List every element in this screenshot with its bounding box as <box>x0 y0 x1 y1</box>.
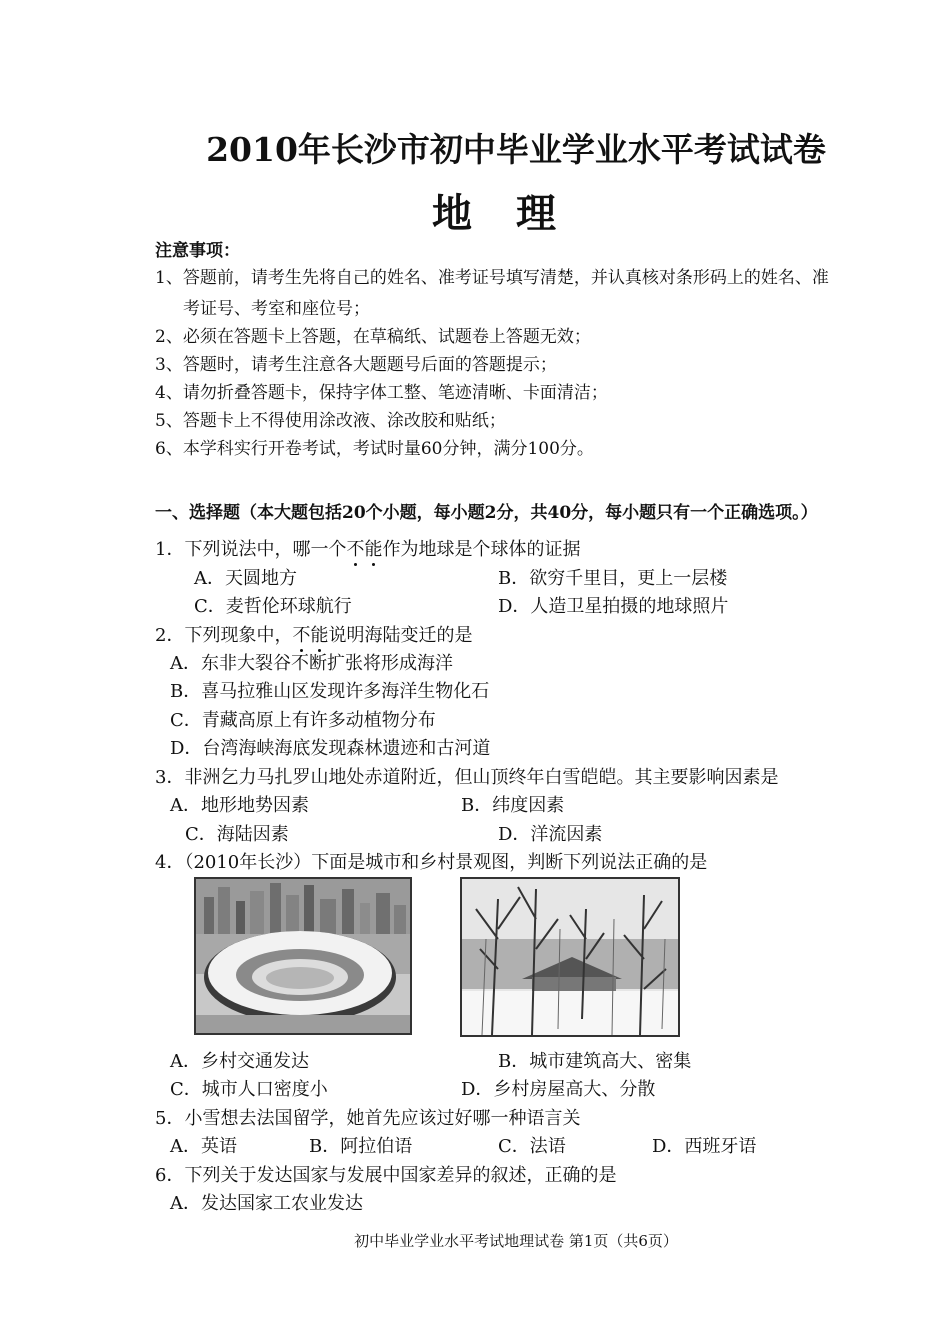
question-4-option-c: C．城市人口密度小 <box>170 1079 328 1100</box>
question-5-option-b: B．阿拉伯语 <box>309 1136 413 1157</box>
emphasis-dot-char: 能 <box>364 539 383 560</box>
page-footer: 初中毕业学业水平考试地理试卷 第1页（共6页） <box>354 1232 678 1250</box>
notice-item: 考证号、考室和座位号； <box>183 299 370 319</box>
question-4-option-b: B．城市建筑高大、密集 <box>498 1051 692 1072</box>
question-4-stem: 4．（2010年长沙）下面是城市和乡村景观图，判断下列说法正确的是 <box>155 852 708 873</box>
emphasis-dot-char: 能 <box>310 625 329 646</box>
emphasis-dot-char: 不 <box>346 539 365 560</box>
question-3-stem: 3．非洲乞力马扎罗山地处赤道附近，但山顶终年白雪皑皑。其主要影响因素是 <box>155 767 779 788</box>
question-1-option-c: C．麦哲伦环球航行 <box>194 596 352 617</box>
question-6-option-a: A．发达国家工农业发达 <box>170 1193 363 1214</box>
notice-item: 6、本学科实行开卷考试，考试时量60分钟，满分100分。 <box>155 439 594 459</box>
question-5-stem: 5．小雪想去法国留学，她首先应该过好哪一种语言关 <box>155 1108 581 1129</box>
question-3-option-c: C．海陆因素 <box>185 824 289 845</box>
exam-title: 2010年长沙市初中毕业学业水平考试试卷 <box>206 130 826 169</box>
question-3-option-d: D．洋流因素 <box>498 824 603 845</box>
question-3-option-a: A．地形地势因素 <box>170 795 309 816</box>
question-2-option-b: B．喜马拉雅山区发现许多海洋生物化石 <box>170 681 490 702</box>
notice-item: 3、答题时，请考生注意各大题题号后面的答题提示； <box>155 355 557 375</box>
village-snow-illustration <box>462 879 678 1035</box>
question-2-option-c: C．青藏高原上有许多动植物分布 <box>170 710 436 731</box>
city-stadium-illustration <box>196 879 410 1033</box>
question-1-option-b: B．欲穷千里目，更上一层楼 <box>498 568 728 589</box>
question-6-stem: 6．下列关于发达国家与发展中国家差异的叙述，正确的是 <box>155 1165 617 1186</box>
question-1-option-a: A．天圆地方 <box>194 568 297 589</box>
notice-item: 4、请勿折叠答题卡，保持字体工整、笔迹清晰、卡面清洁； <box>155 383 608 403</box>
notice-heading: 注意事项： <box>155 241 240 261</box>
question-3-option-b: B．纬度因素 <box>461 795 565 816</box>
city-landscape-photo <box>194 877 412 1035</box>
village-landscape-photo <box>460 877 680 1037</box>
section-one-title: 一、选择题（本大题包括20个小题，每小题2分，共40分，每小题只有一个正确选项。） <box>155 503 818 523</box>
notice-item: 2、必须在答题卡上答题，在草稿纸、试题卷上答题无效； <box>155 327 591 347</box>
question-2-option-d: D．台湾海峡海底发现森林遗迹和古河道 <box>170 738 491 759</box>
question-5-option-d: D．西班牙语 <box>652 1136 757 1157</box>
question-2-stem: 2．下列现象中，不能说明海陆变迁的是 <box>155 625 473 646</box>
emphasis-dot-char: 不 <box>292 625 311 646</box>
question-2-option-a: A．东非大裂谷不断扩张将形成海洋 <box>170 653 453 674</box>
question-4-option-a: A．乡村交通发达 <box>170 1051 309 1072</box>
notice-item: 5、答题卡上不得使用涂改液、涂改胶和贴纸； <box>155 411 506 431</box>
subject-title: 地理 <box>432 190 600 237</box>
question-4-option-d: D．乡村房屋高大、分散 <box>461 1079 656 1100</box>
question-5-option-c: C．法语 <box>498 1136 566 1157</box>
notice-item: 1、答题前，请考生先将自己的姓名、准考证号填写清楚，并认真核对条形码上的姓名、准 <box>155 268 829 288</box>
question-1-stem: 1．下列说法中，哪一个不能作为地球是个球体的证据 <box>155 539 581 560</box>
question-1-option-d: D．人造卫星拍摄的地球照片 <box>498 596 729 617</box>
question-5-option-a: A．英语 <box>170 1136 237 1157</box>
